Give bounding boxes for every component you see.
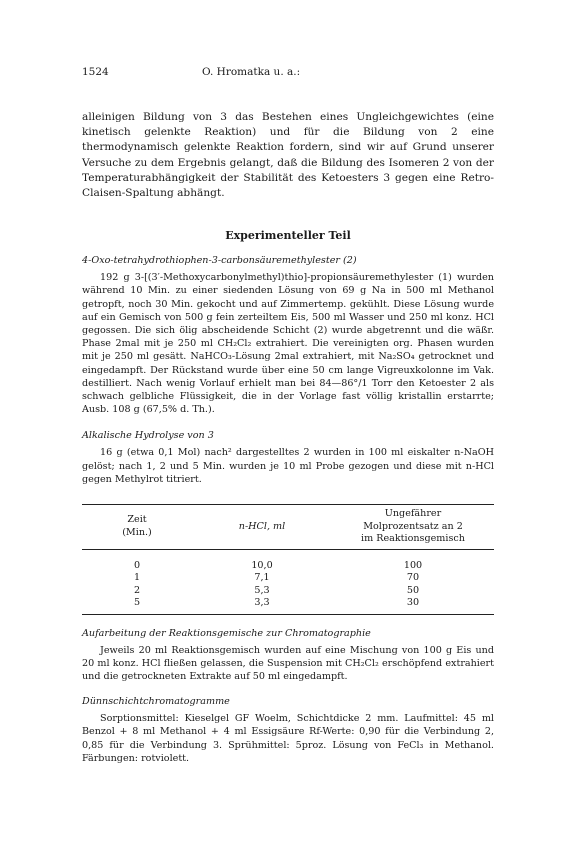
hydrolysis-paragraph: 16 g (etwa 0,1 Mol) nach² dargestelltes 2 wurden in 100 ml eiskalter n-NaOH gelöst; nach 1, 2 und 5 Min. wurden je 10 ml Probe gezogen und diese mit n-HCl gegen Methylrot titriert.: [82, 447, 494, 485]
page-header: [82, 66, 494, 84]
cell-mol: 30: [406, 597, 420, 609]
cell-time: 5: [133, 597, 141, 609]
col-header-time-line1: Zeit: [127, 514, 147, 526]
running-head: O. Hromatka u. a.:: [202, 66, 301, 78]
journal-page: [82, 66, 494, 765]
col-header-mol-line2: Molprozentsatz an 2: [363, 520, 463, 532]
synthesis-paragraph: 192 g 3-[(3′-Methoxycarbonylmethyl)thio]-propionsäuremethylester (1) wurden während 10 Min. zu einer siedenden Lösung von 69 g Na in 500 ml Methanol getropft, noch 30 Min. gekocht und auf Zimmertemp. gekühlt. Diese Lösung wurde auf ein Gemisch von 500 g fein zerteiltem Eis, 500 ml Wasser und 250 ml konz. HCl gegossen. Die sich ölig abscheidende Schicht (2) wurde abgetrennt und die wäßr. Phase 2mal mit je 250 ml CH₂Cl₂ extrahiert. Die vereinigten org. Phasen wurden mit je 250 ml gesätt. NaHCO₃-Lösung 2mal extrahiert, mit Na₂SO₄ getrocknet und eingedampft. Der Rückstand wurde über eine 50 cm lange Vigreuxkolonne im Vak. destilliert. Nach wenig Vorlauf erhielt man bei 84—86°/1 Torr den Ketoester 2 als schwach gelbliche Flüssigkeit, die in der Vorlage fast völlig kristallin erstarrte; Ausb. 108 g (67,5% d. Th.).: [82, 272, 494, 416]
col-header-molpercent: [332, 505, 494, 550]
tlc-paragraph: Sorptionsmittel: Kieselgel GF Woelm, Schichtdicke 2 mm. Laufmittel: 45 ml Benzol + 8 ml Methanol + 4 ml Essigsäure Rf-Werte: 0,90 für die Verbindung 2, 0,85 für die Verbindung 3. Sprühmittel: 5proz. Lösung von FeCl₃ in Methanol. Färbungen: rotviolett.: [82, 713, 494, 764]
col-header-hcl: n-HCl, ml: [238, 520, 286, 532]
table-row: [82, 549, 494, 572]
cell-hcl: 3,3: [254, 597, 270, 609]
titration-table: [82, 504, 494, 615]
table-header-row: [82, 505, 494, 550]
subsection-heading-tlc: Dünnschichtchromatogramme: [82, 696, 230, 708]
col-header-time: [82, 505, 192, 550]
subsection-heading-synthesis: 4-Oxo-tetrahydrothiophen-3-carbonsäuremethylester (2): [82, 255, 357, 267]
workup-paragraph: Jeweils 20 ml Reaktionsgemisch wurden auf eine Mischung von 100 g Eis und 20 ml konz. HCl fließen gelassen, die Suspension mit CH₂Cl₂ erschöpfend extrahiert und die getrockneten Extrakte auf 50 ml eingedampft.: [82, 644, 494, 682]
col-header-mol-line1: Ungefährer: [384, 508, 442, 520]
col-header-time-line2: (Min.): [122, 526, 152, 538]
cell-time: 2: [133, 584, 141, 596]
page-number: 1524: [82, 66, 109, 78]
col-header-mol-line3: im Reaktionsgemisch: [361, 533, 465, 545]
table-row: [82, 597, 494, 614]
subsection-heading-hydrolysis: Alkalische Hydrolyse von 3: [82, 430, 214, 442]
section-title: Experimenteller Teil: [225, 229, 351, 243]
subsection-heading-workup: Aufarbeitung der Reaktionsgemische zur Chromatographie: [82, 627, 371, 639]
intro-paragraph: alleinigen Bildung von 3 das Bestehen eines Ungleichgewichtes (eine kinetisch gelenkte Reaktion) und für die Bildung von 2 eine thermodynamisch gelenkte Reaktion fordern, sind wir auf Grund unserer Versuche zu dem Ergebnis gelangt, daß die Bildung des Isomeren 2 von der Temperaturabhängigkeit der Stabilität des Ketoesters 3 gegen eine Retro-Claisen-Spaltung abhängt.: [82, 111, 494, 200]
cell-mol: 100: [403, 559, 423, 571]
cell-hcl: 10,0: [251, 559, 273, 571]
cell-hcl: 7,1: [254, 572, 270, 584]
cell-time: 1: [133, 572, 141, 584]
cell-mol: 50: [406, 584, 420, 596]
table-row: [82, 572, 494, 585]
cell-time: 0: [133, 559, 141, 571]
cell-hcl: 5,3: [254, 584, 270, 596]
cell-mol: 70: [406, 572, 420, 584]
table-row: [82, 585, 494, 598]
